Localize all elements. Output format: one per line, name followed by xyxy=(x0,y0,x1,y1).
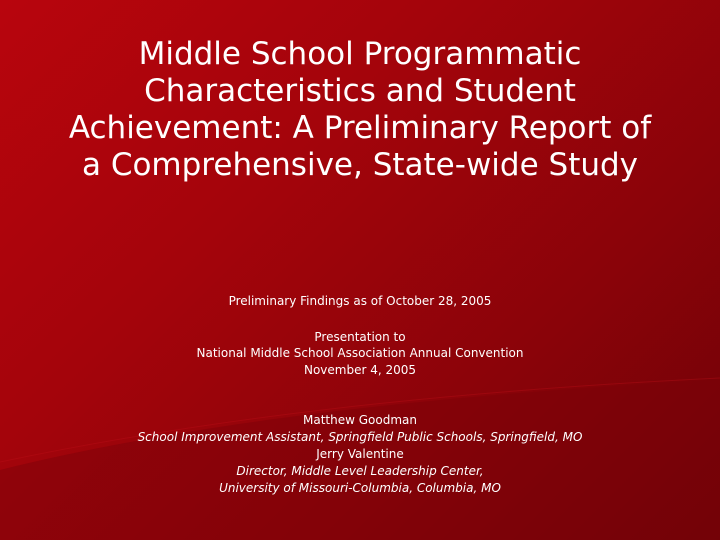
title-line-1: Middle School Programmatic xyxy=(138,36,582,72)
presentation-to-label: Presentation to xyxy=(314,330,406,344)
author2-affiliation: University of Missouri-Columbia, Columbia, MO xyxy=(219,481,501,495)
author2-title: Director, Middle Level Leadership Center, xyxy=(236,464,484,478)
author1-affiliation: School Improvement Assistant, Springfield Public Schools, Springfield, MO xyxy=(137,430,583,444)
findings-date: Preliminary Findings as of October 28, 2005 xyxy=(228,294,492,308)
title-line-3: Achievement: A Preliminary Report of xyxy=(68,110,652,146)
title-line-2: Characteristics and Student xyxy=(144,73,576,109)
author2-name: Jerry Valentine xyxy=(316,447,404,461)
event-date: November 4, 2005 xyxy=(303,363,417,377)
author1-name: Matthew Goodman xyxy=(303,413,417,427)
event-name: National Middle School Association Annual Convention xyxy=(196,346,524,360)
title-line-4: a Comprehensive, State-wide Study xyxy=(81,147,639,183)
slide-title xyxy=(40,36,680,184)
